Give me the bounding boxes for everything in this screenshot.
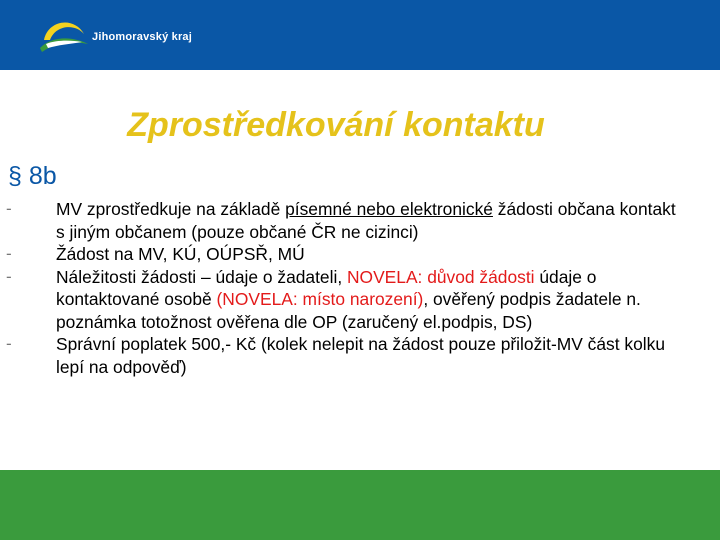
header-bar [0, 0, 720, 70]
jihomoravsky-kraj-logo-icon [38, 14, 90, 54]
bullet-list [0, 198, 680, 378]
section-heading: § 8b [8, 162, 57, 190]
bullet-marker: - [6, 266, 12, 286]
item-text: MV zprostředkuje na základě [56, 199, 286, 219]
item-highlight-text: NOVELA: důvod žádosti [346, 266, 535, 287]
item-text: Náležitosti žádosti – údaje o žadateli, [56, 266, 347, 287]
item-underlined-text: písemné nebo elektronické [285, 199, 493, 219]
bullet-marker: - [6, 244, 12, 263]
item-highlight-text: (NOVELA: místo narození) [216, 289, 424, 309]
bullet-marker: - [6, 334, 12, 353]
item-text: žádosti občana kontakt s jiným občanem (pouze občané ČR ne cizinci) [56, 199, 676, 242]
list-item [0, 333, 680, 378]
item-text: , ověřený podpis žadatele n. poznámka totožnost ověřena dle OP (zaručený el.podpis, DS) [56, 289, 641, 332]
list-item [0, 198, 680, 243]
item-text: Správní poplatek 500,- Kč (kolek nelepit na žádost pouze přiložit-MV část kolku lepí na odpověď) [56, 334, 665, 377]
list-item [0, 243, 680, 266]
bullet-marker: - [6, 199, 12, 218]
brand-name: Jihomoravský kraj [92, 31, 193, 43]
item-text: Žádost na MV, KÚ, OÚPSŘ, MÚ [56, 244, 305, 264]
slide-title: Zprostředkování kontaktu [127, 106, 545, 144]
footer-bar [0, 470, 720, 540]
list-item [0, 266, 680, 334]
item-text: údaje o kontaktované osobě [56, 266, 597, 309]
